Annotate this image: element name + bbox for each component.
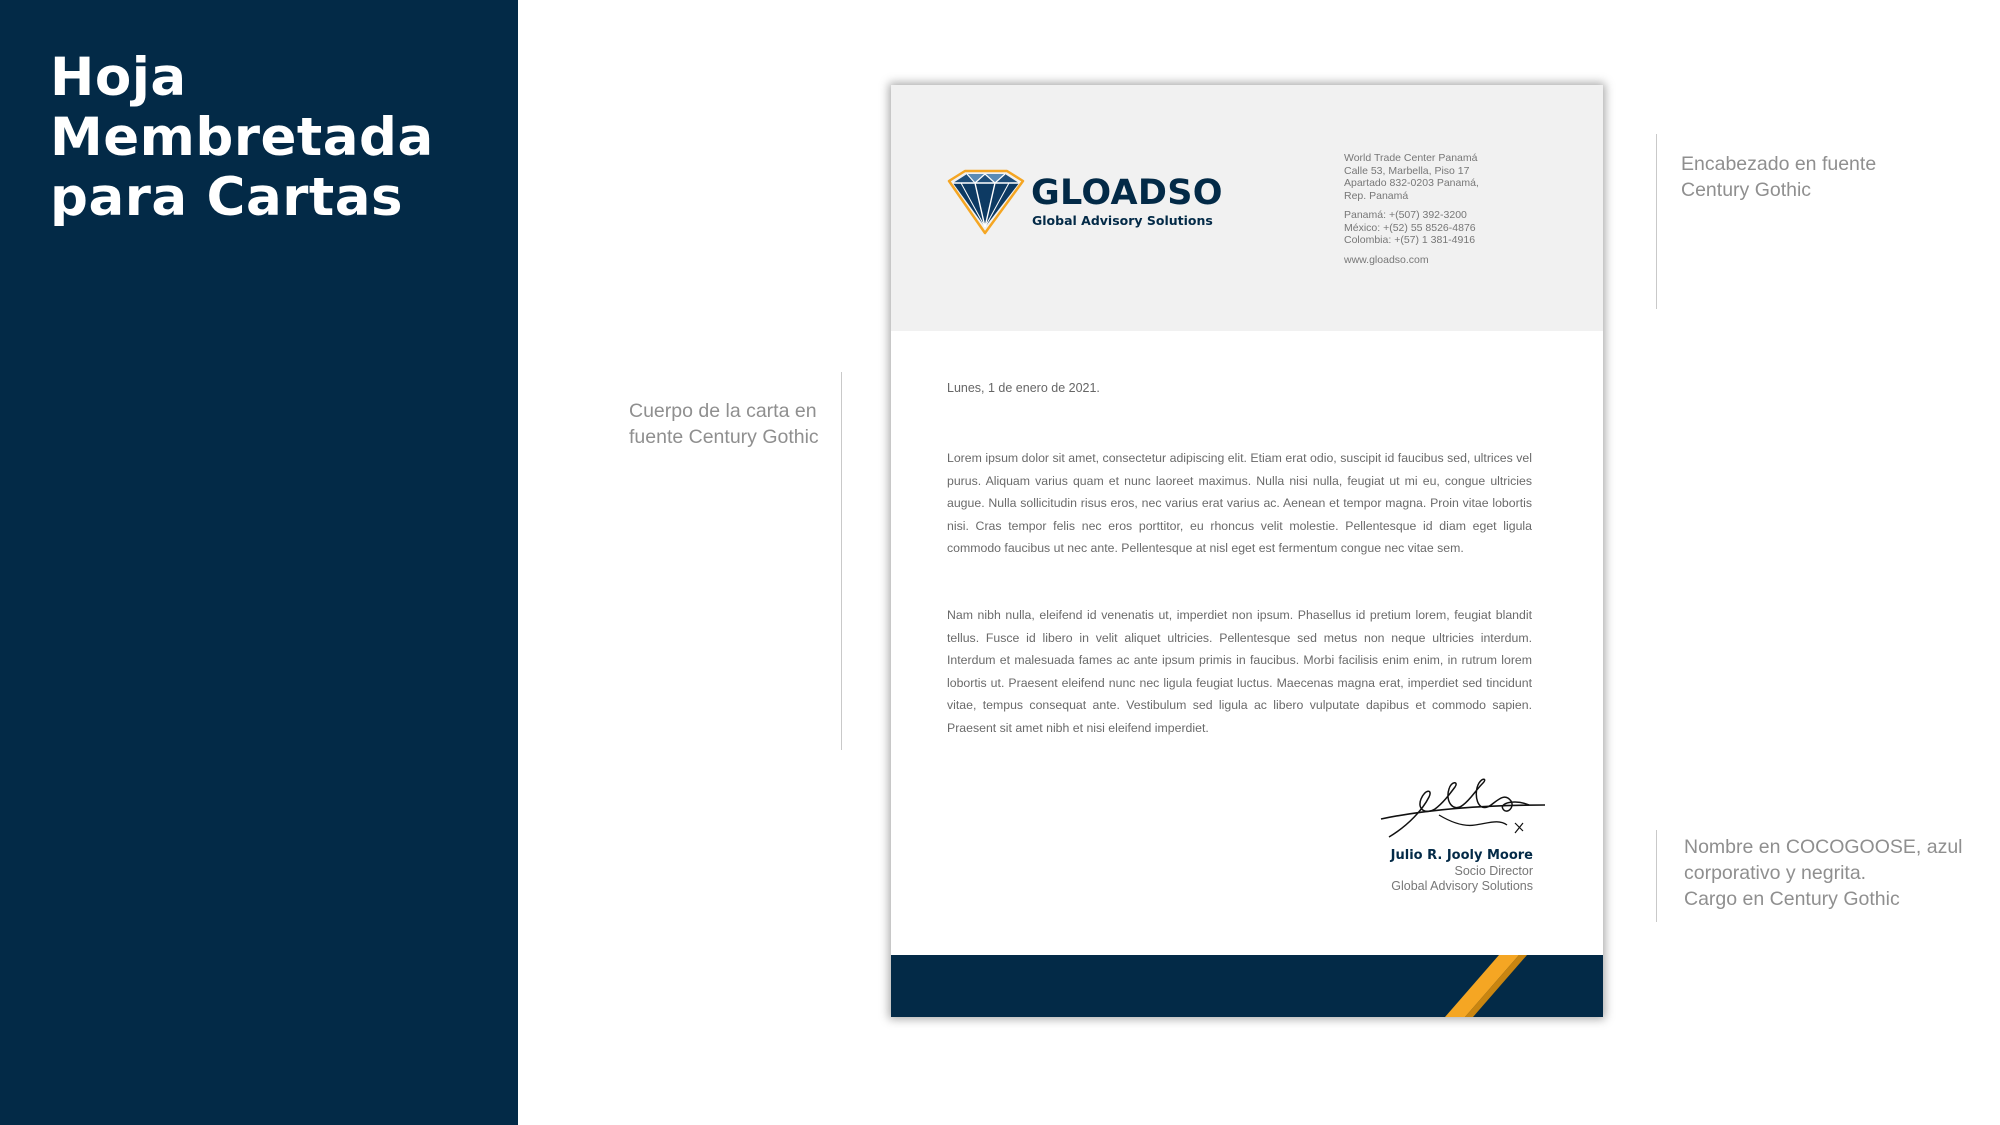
logo-name: GLOADSO [1031, 173, 1223, 213]
footer-accent-stripe [891, 955, 1603, 1017]
note-body-font: Cuerpo de la carta en fuente Century Gothic [629, 400, 819, 448]
note-body-divider [841, 372, 842, 750]
note-header-font: Encabezado en fuente Century Gothic [1681, 153, 1877, 201]
slide-title [50, 48, 490, 228]
slide-title-line: para Cartas [50, 167, 404, 228]
left-panel [0, 0, 518, 1125]
address-lines: World Trade Center Panamá Calle 53, Marbella, Piso 17 Apartado 832-0203 Panamá, Rep. Panamá [1344, 152, 1479, 202]
slide-title-line: Hoja [50, 47, 187, 108]
letter-paragraph: Nam nibh nulla, eleifend id venenatis ut, imperdiet non ipsum. Phasellus id pretium lorem, feugiat blandit tellus. Fusce id libero in velit aliquet ultricies. Pellentesque sed metus non neque ultricies interdum. Interdum et malesuada fames ac ante ipsum primis in faucibus. Morbi facilisis enim enim, in rutrum lorem lobortis ut. Praesent eleifend nunc nec ligula feugiat luctus. Maecenas magna erat, imperdiet sed tincidunt vitae, tempus consequat ante. Vestibulum sed ligula ac libero vulputate dapibus et commodo sapien. Praesent sit amet nibh et nisi eleifend imperdiet. [947, 608, 1532, 735]
company-logo [947, 169, 1257, 241]
letter-paragraph: Lorem ipsum dolor sit amet, consectetur adipiscing elit. Etiam erat odio, suscipit id faucibus sed, ultrices vel purus. Aliquam varius quam et nunc laoreet maximus. Nulla nisi nulla, feugiat ut mi eu, congue ultricies augue. Nulla sollicitudin risus eros, nec varius erat varius ac. Aenean et tempor magna. Proin vitae lobortis nisi. Cras tempor felis nec eros porttitor, eu rhoncus velit molestie. Pellentesque id diam eget ligula commodo faucibus ut nec ante. Pellentesque at nisl eget est fermentum congue nec vitae sem. [947, 451, 1532, 555]
slide-title-line: Membretada [50, 107, 434, 168]
signer-name: Julio R. Jooly Moore [1390, 848, 1533, 863]
logo-tagline: Global Advisory Solutions [1032, 213, 1213, 228]
signer-role: Socio Director [1454, 864, 1533, 878]
letter-header [891, 85, 1603, 331]
signature-block [1391, 847, 1533, 894]
signer-company: Global Advisory Solutions [1391, 879, 1533, 893]
website: www.gloadso.com [1344, 253, 1429, 266]
letter-footer [891, 955, 1603, 1017]
letter-date: Lunes, 1 de enero de 2021. [947, 381, 1100, 395]
handwritten-signature [1379, 775, 1549, 847]
note-header-divider [1656, 134, 1657, 309]
note-signature-divider [1656, 830, 1657, 922]
note-signature-font: Nombre en COCOGOOSE, azul corporativo y negrita. Cargo en Century Gothic [1684, 836, 1963, 910]
phone-lines: Panamá: +(507) 392-3200 México: +(52) 55 8526-4876 Colombia: +(57) 1 381-4916 [1344, 209, 1476, 246]
diamond-icon [947, 169, 1025, 239]
letterhead-page [891, 85, 1603, 1017]
contact-block [1344, 152, 1524, 266]
